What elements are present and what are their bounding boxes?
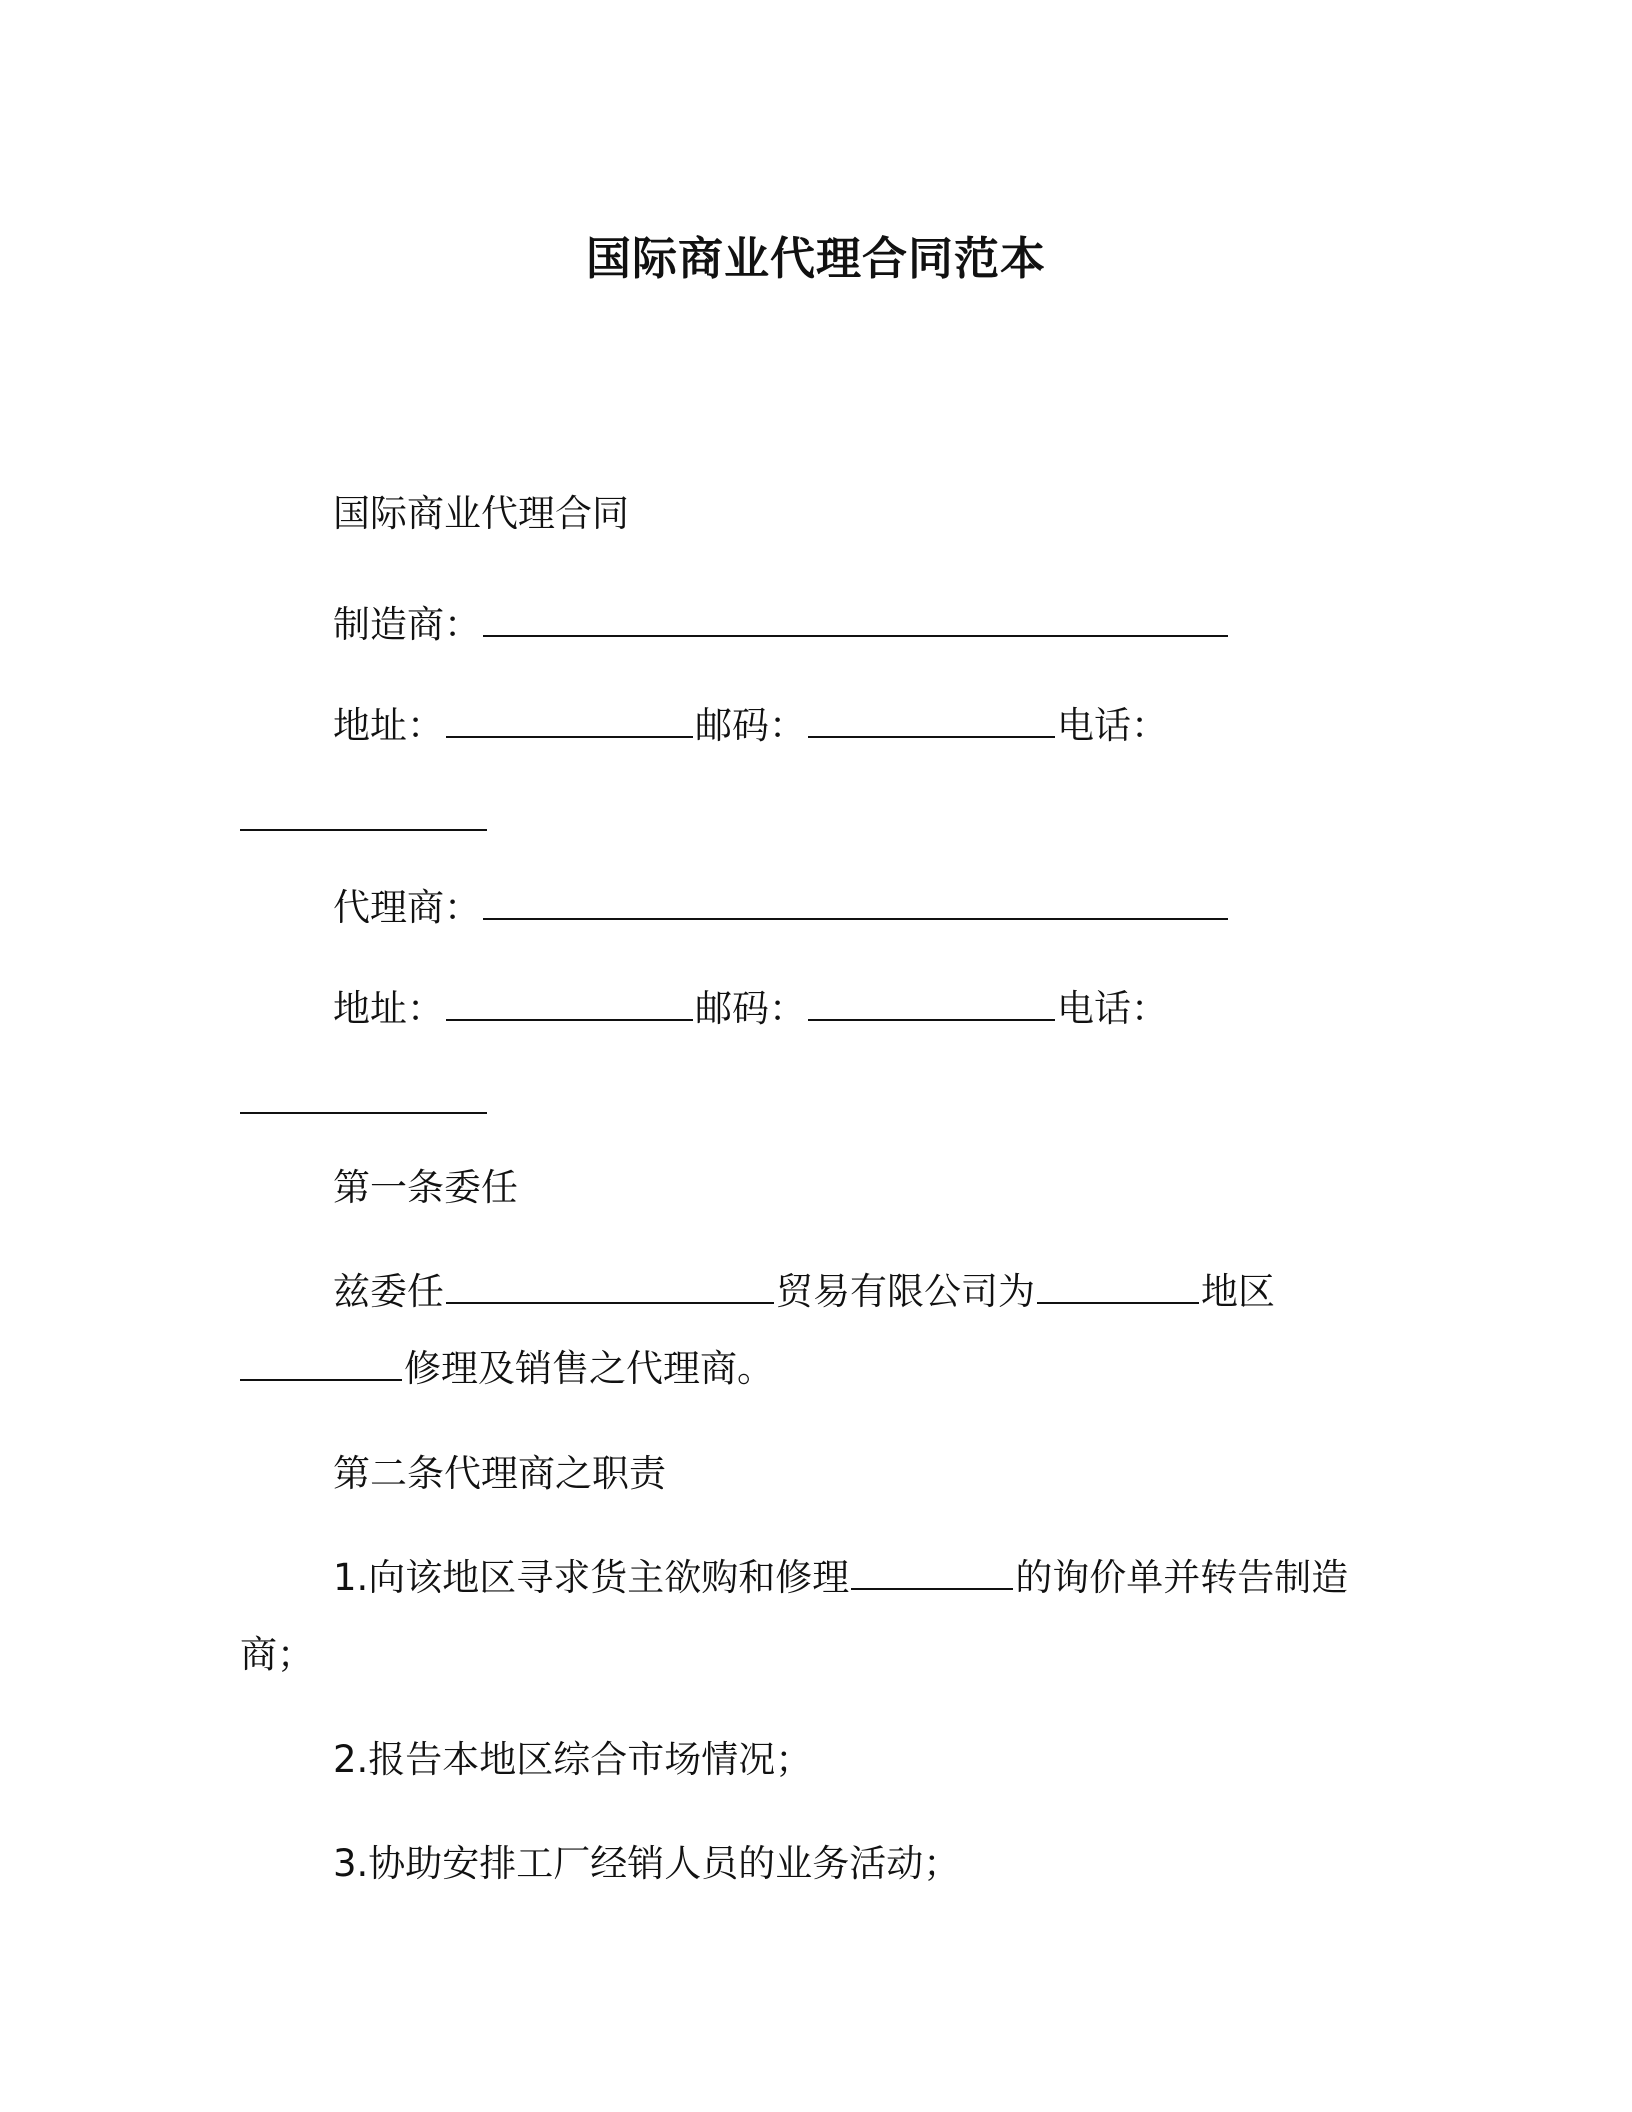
item1-line2: 商； — [240, 1633, 314, 1676]
postcode-blank — [808, 993, 1055, 1021]
phone-label: 电话： — [1057, 987, 1168, 1030]
phone-blank — [240, 1086, 487, 1114]
address-label: 地址： — [333, 704, 444, 747]
company-blank — [446, 1276, 774, 1304]
manufacturer-line — [333, 603, 1230, 646]
contract-heading: 国际商业代理合同 — [333, 492, 629, 535]
article1-title: 第一条委任 — [333, 1166, 518, 1209]
agent-line — [333, 886, 1230, 929]
phone-label: 电话： — [1057, 704, 1168, 747]
manufacturer-label: 制造商： — [333, 603, 481, 646]
address-blank — [446, 993, 693, 1021]
agent-blank — [483, 892, 1228, 920]
article2-title: 第二条代理商之职责 — [333, 1452, 666, 1495]
item2: 2.报告本地区综合市场情况； — [333, 1738, 813, 1781]
agent-contact-line — [333, 987, 1168, 1030]
item1-text-a: 1.向该地区寻求货主欲购和修理 — [333, 1556, 850, 1599]
document-title: 国际商业代理合同范本 — [585, 232, 1046, 285]
manufacturer-contact-line — [333, 704, 1168, 747]
item-blank — [240, 1353, 402, 1381]
article1-text-d: 修理及销售之代理商。 — [404, 1347, 774, 1390]
article1-line1 — [333, 1270, 1275, 1313]
postcode-label: 邮码： — [695, 704, 806, 747]
phone-blank — [240, 803, 487, 831]
agent-phone-line — [240, 1083, 489, 1120]
article1-text-c: 地区 — [1201, 1270, 1275, 1313]
item1-blank — [851, 1562, 1013, 1590]
address-label: 地址： — [333, 987, 444, 1030]
article1-line2 — [240, 1347, 774, 1390]
item1-line1 — [333, 1556, 1349, 1599]
article1-text-a: 兹委任 — [333, 1270, 444, 1313]
region-blank — [1037, 1276, 1199, 1304]
agent-label: 代理商： — [333, 886, 481, 929]
postcode-label: 邮码： — [695, 987, 806, 1030]
manufacturer-blank — [483, 609, 1228, 637]
address-blank — [446, 710, 693, 738]
item1-text-b: 的询价单并转告制造 — [1015, 1556, 1349, 1599]
item3: 3.协助安排工厂经销人员的业务活动； — [333, 1842, 961, 1885]
article1-text-b: 贸易有限公司为 — [776, 1270, 1035, 1313]
manufacturer-phone-line — [240, 800, 489, 837]
postcode-blank — [808, 710, 1055, 738]
